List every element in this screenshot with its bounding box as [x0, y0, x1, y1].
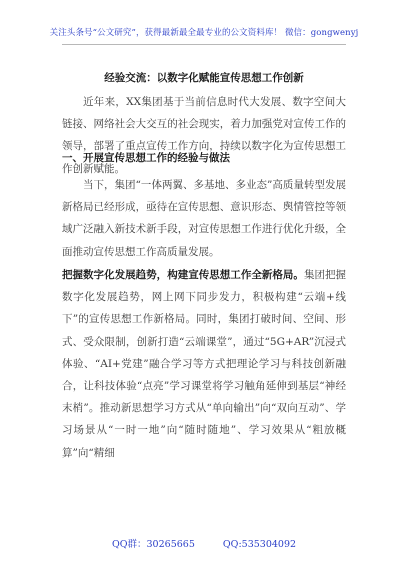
intro-paragraph: 近年来，XX集团基于当前信息时代大发展、数字空间大链接、网络社会大交互的社会现实，着力加强党对宣传工作的领导，部署了重点宣传工作方向，持续以数字化为宣传思想工作创新赋能。	[62, 96, 346, 175]
section-heading: 一、开展宣传思想工作的经验与做法	[62, 152, 230, 164]
header-divider	[62, 44, 346, 45]
section-paragraph: 当下，集团“一体两翼、多基地、多业态”高质量转型发展新格局已经形成，亟待在宣传思想、意识形态、舆情管控等领域广泛融入新技术新手段，对宣传思想工作进行优化升级，全面推动宣传思想工作高质量发展。	[62, 179, 346, 258]
subsection-paragraph	[62, 264, 346, 464]
subsection-lead: 把握数字化发展趋势，构建宣传思想工作全新格局。	[62, 269, 304, 281]
subsection-body: 集团把握数字化发展趋势，网上网下同步发力，积极构建“云端+线下”的宣传思想工作新格局。同时，集团打破时间、空间、形式、受众限制，创新打造“云端课堂”，通过“5G+AR”沉浸式体验、“AI+党建”融合学习等方式把理论学习与科技创新融合，让科技体验“点亮”学习课堂将学习触角延伸到基层“神经末梢”。推动新思想学习方式从“单向输出”向“双向互动”、学习场景从“一时一地”向“随时随地”、学习效果从“粗放概算”向“精细	[62, 269, 347, 459]
header-note: 关注头条号“公文研究”，获得最新最全最专业的公文资料库！ 微信：gongwenyj	[49, 28, 359, 38]
footer-contact	[0, 536, 408, 550]
document-title: 经验交流：以数字化赋能宣传思想工作创新	[104, 72, 304, 84]
footer-qq-group: QQ群：30265665	[111, 539, 195, 550]
footer-qq: QQ:535304092	[222, 539, 297, 550]
